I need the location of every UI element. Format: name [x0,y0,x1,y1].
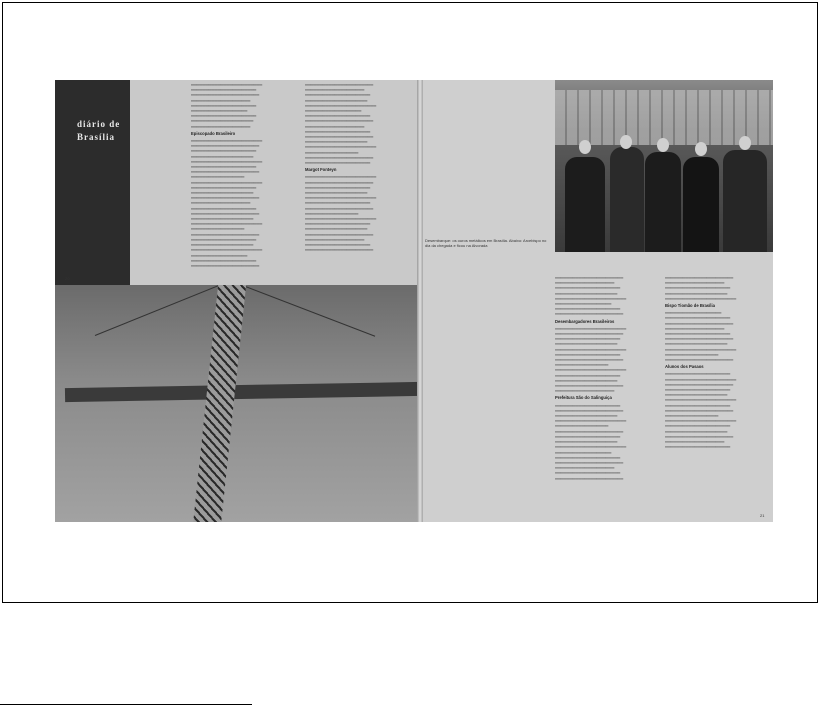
text-column-4: ═══════════════════════ ════════════════════ ══════════════════════ ═════════════════════ ════════════════════════ Bispo Tiomão de Brasília ═══════════════════ ══════════════════════ ═══════════════════════ ════════════════════ ══════════════════════ ═══════════════════════ ═════════════════════ ════════════════════════ ══════════════════ ═══════════════════════ Alunos dos Pasaos ══════════════════════ ════════════════════════ ═══════════════════════ ══════════════════════ ═════════════════════ ════════════════════════ ══════════════════════ ═══════════════════════ ══════════════════ ════════════════════════ ══════════════════════ ═════════════════════ ═══════════════════════ ════════════════════ ══════════════════════ [665,275,770,515]
person-head [579,140,591,154]
person-head [657,138,669,152]
section-heading-6: Alunos dos Pasaos [665,364,704,370]
right-page [420,80,773,522]
person-head [695,142,707,156]
person-head [739,136,751,150]
title-band [55,80,130,285]
page-frame [2,2,818,603]
crane-beam [65,382,420,402]
person-figure [723,150,767,252]
magazine-title [77,118,120,144]
title-line-2: Brasília [77,132,116,142]
person-figure [683,157,719,252]
crane-mast [192,285,246,522]
text-column-1: ════════════════════════ ══════════════════════ ═══════════════════════ ════════════════════ ══════════════════════ ═══════════════════ ══════════════════════ ═════════════════════ ════════════════════ Episcopado Brasileiro ════════════════════════ ═══════════════════════ ══════════════════════ ═════════════════════ ════════════════════════ ══════════════════════ ═══════════════════════ ══════════════════ ════════════════════════ ══════════════════════ ═════════════════════ ═══════════════════════ ════════════════════ ══════════════════════ ═══════════════════════ ═════════════════════ ════════════════════════ ══════════════════ ═══════════════════════ ══════════════════════ ═════════════════════ ════════════════════════ ═══════════════════ ══════════════════════ ═══════════════════════ [191,82,301,282]
left-page [55,80,420,522]
magazine-spread-photo [55,80,773,522]
person-head [620,135,632,149]
section-heading-3: Desembargadores Brasileiros [555,318,615,324]
right-page-number: 21 [760,513,765,518]
crane-photo [55,285,420,522]
person-figure [645,152,681,252]
photo-caption: Desembarque: os ouros metálicos em Brasília. Abaixo: Arcebispo no dia da chegada e ficou na Alvorada [425,238,547,248]
spread-gutter [417,80,423,522]
section-heading-5: Bispo Tiomão de Brasília [665,303,715,309]
left-page-number: 20 [65,276,70,281]
clergy-group-photo [555,80,773,252]
text-column-2: ═══════════════════════ ════════════════════ ══════════════════════ ═════════════════════ ════════════════════════ ═══════════════════ ══════════════════════ ═══════════════════════ ════════════════════ ══════════════════════ ═══════════════════════ ═════════════════════ ════════════════════════ ══════════════════ ═══════════════════════ ══════════════════════ Margot Fonteyn ════════════════════════ ═══════════════════════ ══════════════════════ ═════════════════════ ════════════════════════ ══════════════════════ ═══════════════════════ ══════════════════ ════════════════════════ ══════════════════════ ═════════════════════ ═══════════════════════ ════════════════════ ══════════════════════ ═══════════════════════ [305,82,415,282]
section-heading-1: Episcopado Brasileiro [191,130,236,136]
section-heading-2: Margot Fonteyn [305,167,337,173]
title-line-1: diário de [77,119,121,129]
crane-cable-left [95,285,225,336]
section-heading-4: Prefeitura São do Salinguiça [555,395,612,401]
crane-cable-right [235,285,375,337]
footnote-rule [0,704,252,705]
text-column-3: ═══════════════════════ ════════════════════ ══════════════════════ ═════════════════════ ════════════════════════ ═══════════════════ ══════════════════════ ═══════════════════════ Desembargadores Brasileiros ════════════════════════ ═══════════════════════ ══════════════════════ ═════════════════════ ════════════════════════ ══════════════════════ ═══════════════════════ ══════════════════ ════════════════════════ ══════════════════════ ═════════════════════ ═══════════════════════ ════════════════════ Prefeitura São do Salinguiça ══════════════════════ ═══════════════════════ ═════════════════════ ════════════════════════ ══════════════════ ═══════════════════════ ══════════════════════ ═════════════════════ ════════════════════════ ═══════════════════ ══════════════════════ ═══════════════════════ ════════════════════ ══════════════════════ ═══════════════════════ [555,275,660,515]
person-figure [565,157,605,252]
person-figure [610,147,644,252]
